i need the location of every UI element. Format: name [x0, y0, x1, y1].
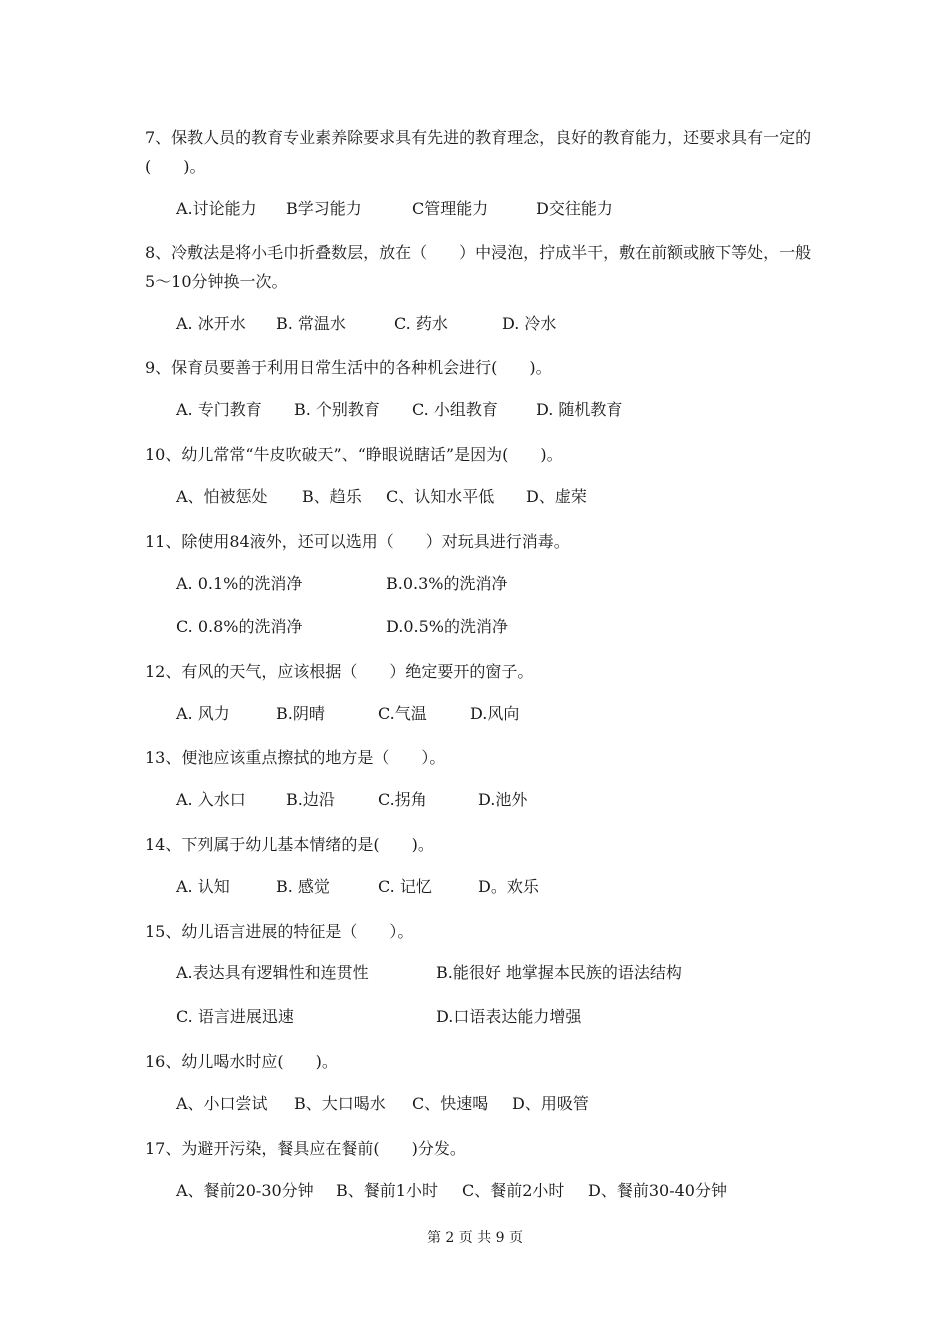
option-b: B. 感觉	[276, 877, 330, 896]
option-d: D、虚荣	[526, 487, 587, 506]
option-c: C. 药水	[394, 314, 448, 333]
option-c: C、餐前2小时	[462, 1181, 565, 1200]
question-16: 16、幼儿喝水时应( )。	[145, 1052, 338, 1071]
question-14: 14、下列属于幼儿基本情绪的是( )。	[145, 835, 434, 854]
option-b: B.能很好 地掌握本民族的语法结构	[436, 963, 682, 982]
option-a: A. 专门教育	[176, 400, 262, 419]
option-b: B、大口喝水	[294, 1094, 386, 1113]
option-d: D. 随机教育	[536, 400, 623, 419]
option-a: A. 风力	[176, 704, 230, 723]
question-13: 13、便池应该重点擦拭的地方是（ ）。	[145, 748, 446, 767]
option-a: A. 入水口	[176, 790, 246, 809]
option-d: D、用吸管	[512, 1094, 589, 1113]
option-d: D。欢乐	[478, 877, 539, 896]
option-b: B、餐前1小时	[336, 1181, 438, 1200]
option-c: C.气温	[378, 704, 427, 723]
option-d: D.池外	[478, 790, 528, 809]
question-7: 7、保教人员的教育专业素养除要求具有先进的教育理念，良好的教育能力，还要求具有一定的( )。	[145, 128, 812, 176]
option-d: D交往能力	[536, 199, 613, 218]
option-d: D.风向	[470, 704, 520, 723]
option-a: A.表达具有逻辑性和连贯性	[176, 963, 369, 982]
option-c: C管理能力	[412, 199, 489, 218]
option-c: C.拐角	[378, 790, 427, 809]
option-b: B学习能力	[286, 199, 362, 218]
option-a: A.讨论能力	[176, 199, 257, 218]
question-9: 9、保育员要善于利用日常生活中的各种机会进行( )。	[145, 358, 552, 377]
option-c: C. 记忆	[378, 877, 432, 896]
option-d: D、餐前30-40分钟	[588, 1181, 727, 1200]
question-17: 17、为避开污染，餐具应在餐前( )分发。	[145, 1139, 466, 1158]
option-a: A、怕被惩处	[176, 487, 268, 506]
question-12: 12、有风的天气，应该根据（ ）绝定要开的窗子。	[145, 662, 534, 681]
option-c: C. 语言进展迅速	[176, 1007, 294, 1026]
option-a: A. 0.1%的洗消净	[176, 574, 303, 593]
question-11: 11、除使用84液外，还可以选用（ ）对玩具进行消毒。	[145, 532, 570, 551]
page-number: 第 2 页 共 9 页	[426, 1230, 524, 1246]
question-8: 8、冷敷法是将小毛巾折叠数层，放在（ ）中浸泡，拧成半干，敷在前额或腋下等处，一般5～10分钟换一次。	[145, 243, 812, 291]
option-a: A. 认知	[176, 877, 230, 896]
option-d: D.0.5%的洗消净	[386, 617, 508, 636]
option-d: D.口语表达能力增强	[436, 1007, 582, 1026]
option-c: C、认知水平低	[386, 487, 495, 506]
option-c: C. 小组教育	[412, 400, 498, 419]
question-15: 15、幼儿语言进展的特征是（ ）。	[145, 922, 414, 941]
option-a: A. 冰开水	[176, 314, 246, 333]
option-b: B.边沿	[286, 790, 335, 809]
option-b: B.阴晴	[276, 704, 325, 723]
option-c: C. 0.8%的洗消净	[176, 617, 303, 636]
option-c: C、快速喝	[412, 1094, 489, 1113]
question-10: 10、幼儿常常“牛皮吹破天”、“睁眼说瞎话”是因为( )。	[145, 445, 563, 464]
option-a: A、小口尝试	[176, 1094, 268, 1113]
option-a: A、餐前20-30分钟	[176, 1181, 314, 1200]
option-b: B.0.3%的洗消净	[386, 574, 508, 593]
option-d: D. 冷水	[502, 314, 557, 333]
option-b: B. 常温水	[276, 314, 346, 333]
option-b: B. 个别教育	[294, 400, 380, 419]
option-b: B、趋乐	[302, 487, 362, 506]
